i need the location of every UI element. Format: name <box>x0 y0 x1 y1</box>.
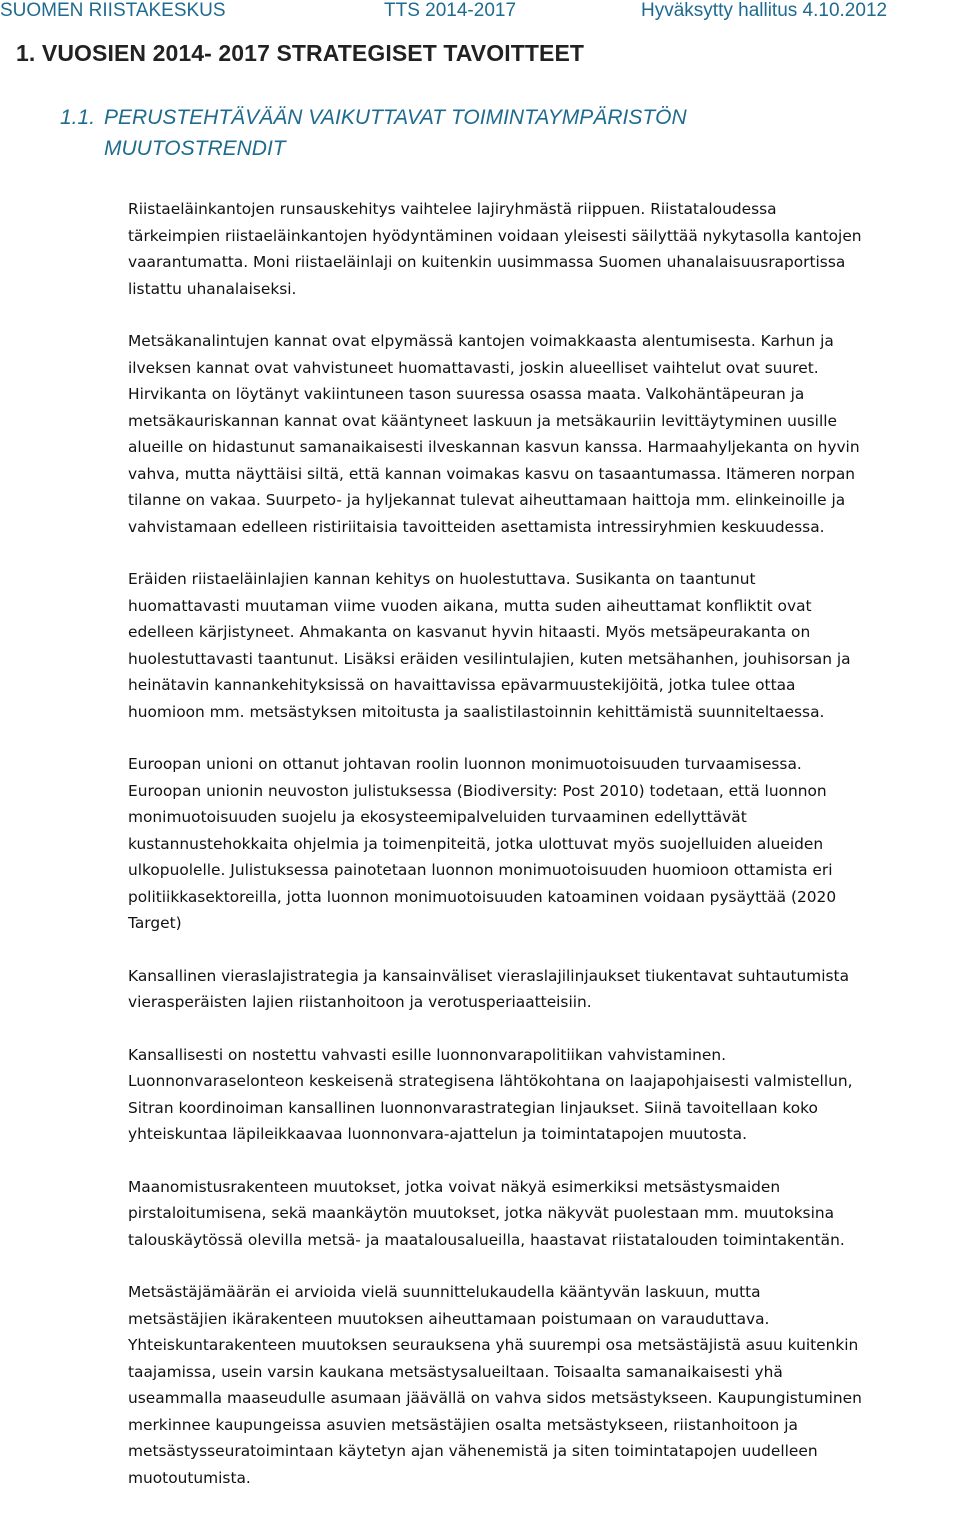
paragraph-line: Maanomistusrakenteen muutokset, jotka voivat näkyä esimerkiksi metsästysmaiden <box>128 1177 781 1196</box>
paragraph-line: Luonnonvaraselonteon keskeisenä strategisena lähtökohtana on laajapohjaisesti valmistellun, <box>128 1072 853 1090</box>
paragraph-line: Sitran koordinoiman kansallinen luonnonvarastrategian linjaukset. Siinä tavoitellaan koko <box>128 1098 818 1117</box>
paragraph-line: Metsäkanalintujen kannat ovat elpymässä kantojen voimakkaasta alentumisesta. Karhun ja <box>128 332 834 350</box>
section-heading: 1. VUOSIEN 2014- 2017 STRATEGISET TAVOITTEET <box>16 40 585 66</box>
paragraph-line: vierasperäisten lajien riistanhoitoon ja verotusperiaatteisiin. <box>128 993 592 1011</box>
subsection-number: 1.1. <box>60 106 96 129</box>
paragraph-line: heinätavin kannankehityksissä on havaittavissa epävarmuustekijöitä, jotka tulee ottaa <box>128 676 796 694</box>
body-text <box>128 196 960 1517</box>
paragraph-line: Yhteiskuntarakenteen muutoksen seurauksena yhä suurempi osa metsästäjistä asuu kuitenkin <box>128 1336 859 1354</box>
paragraph-line: vahvistamaan edelleen ristiriitaisia tavoitteiden asettamista intressiryhmien keskuudessa. <box>128 517 825 536</box>
paragraph <box>128 1174 960 1254</box>
paragraph-line: Euroopan unionin neuvoston julistuksessa (Biodiversity: Post 2010) todetaan, että luonnon <box>128 781 827 800</box>
paragraph <box>128 566 960 725</box>
paragraph-line: taajamissa, usein varsin kaukana metsästysalueiltaan. Toisaalta samanaikaisesti yhä <box>128 1362 783 1381</box>
paragraph-line: edelleen kärjistyneet. Ahmakanta on kasvanut hyvin hitaasti. Myös metsäpeurakanta on <box>128 623 811 641</box>
paragraph-line: Kansallisesti on nostettu vahvasti esille luonnonvarapolitiikan vahvistaminen. <box>128 1045 726 1064</box>
header-organization: SUOMEN RIISTAKESKUS <box>0 0 226 21</box>
paragraph <box>128 751 960 937</box>
paragraph-line: monimuotoisuuden suojelu ja ekosysteemipalveluiden turvaaminen edellyttävät <box>128 808 747 826</box>
header-period: TTS 2014-2017 <box>384 0 517 21</box>
paragraph-line: Euroopan unioni on ottanut johtavan roolin luonnon monimuotoisuuden turvaamisessa. <box>128 755 802 773</box>
paragraph-line: metsästäjien ikärakenteen muutoksen aiheuttamaan poistumaan on varauduttava. <box>128 1309 770 1328</box>
paragraph-line: kustannustehokkaita ohjelmia ja toimenpiteitä, jotka ulottuvat myös suojelluiden alueiden <box>128 834 824 853</box>
paragraph-line: ulkopuolelle. Julistuksessa painotetaan luonnon monimuotoisuuden huomioon ottamista eri <box>128 861 833 879</box>
paragraph-line: talouskäytössä olevilla metsä- ja maatalousalueilla, haastavat riistatalouden toimintakentän. <box>128 1230 845 1249</box>
paragraph-line: yhteiskuntaa läpileikkaavaa luonnonvara-ajattelun ja toimintatapojen muutosta. <box>128 1125 747 1143</box>
paragraph-line: pirstaloitumisena, sekä maankäytön muutokset, jotka näkyvät puolestaan mm. muutoksina <box>128 1204 835 1222</box>
paragraph-line: metsäkauriskannan kannat ovat kääntyneet laskuun ja metsäkauriin levittäytyminen uusille <box>128 411 837 430</box>
paragraph-line: huolestuttavasti taantunut. Lisäksi eräiden vesilintulajien, kuten metsähanhen, jouhisorsan ja <box>128 649 851 668</box>
paragraph-line: Eräiden riistaeläinlajien kannan kehitys on huolestuttava. Susikanta on taantunut <box>128 570 756 588</box>
paragraph <box>128 328 960 540</box>
paragraph-line: Hirvikanta on löytänyt vakiintuneen tason suuressa osassa maata. Valkohäntäpeuran ja <box>128 385 805 403</box>
paragraph-line: ilveksen kannat ovat vahvistuneet huomattavasti, joskin alueelliset vaihtelut ovat suuret. <box>128 358 819 377</box>
paragraph-line: merkinnee kaupungeissa asuvien metsästäjien osalta metsästykseen, riistanhoitoon ja <box>128 1415 798 1434</box>
paragraph <box>128 196 960 302</box>
paragraph-line: metsästysseuratoimintaan käytetyn ajan vähenemistä ja siten toimintatapojen uudelleen <box>128 1442 818 1460</box>
paragraph-line: muotoutumista. <box>128 1468 251 1487</box>
header-approval: Hyväksytty hallitus 4.10.2012 <box>641 0 888 21</box>
paragraph-line: huomioon mm. metsästyksen mitoitusta ja saalistilastoinnin kehittämistä suunniteltaessa. <box>128 702 825 721</box>
paragraph-line: huomattavasti muutaman viime vuoden aikana, mutta suden aiheuttamat konfliktit ovat <box>128 596 812 615</box>
paragraph-line: listattu uhanalaiseksi. <box>128 279 297 298</box>
paragraph-line: vaarantumatta. Moni riistaeläinlaji on kuitenkin uusimmassa Suomen uhanalaisuusraportissa <box>128 253 846 271</box>
paragraph-line: Target) <box>128 914 182 932</box>
paragraph <box>128 1279 960 1491</box>
subsection-heading <box>60 102 820 164</box>
subsection-title-line-2: MUUTOSTRENDIT <box>104 137 286 160</box>
paragraph-line: Metsästäjämäärän ei arvioida vielä suunnittelukaudella kääntyvän laskuun, mutta <box>128 1283 761 1301</box>
paragraph-line: Kansallinen vieraslajistrategia ja kansainväliset vieraslajilinjaukset tiukentavat suhtautumista <box>128 966 849 985</box>
page-header <box>0 0 960 26</box>
paragraph-line: tilanne on vakaa. Suurpeto- ja hyljekannat tulevat aiheuttamaan haittoja mm. elinkeinoille ja <box>128 491 846 509</box>
paragraph <box>128 963 960 1016</box>
paragraph-line: alueille on hidastunut samanaikaisesti ilveskannan kasvun kanssa. Harmaahyljekanta on hyvin <box>128 438 860 456</box>
subsection-title-line-1: PERUSTEHTÄVÄÄN VAIKUTTAVAT TOIMINTAYMPÄRISTÖN <box>104 106 687 129</box>
paragraph-line: Riistaeläinkantojen runsauskehitys vaihtelee lajiryhmästä riippuen. Riistataloudessa <box>128 200 777 218</box>
paragraph-line: vahva, mutta näyttäisi siltä, että kannan voimakas kasvu on tasaantumassa. Itämeren norpan <box>128 464 856 483</box>
paragraph-line: politiikkasektoreilla, jotta luonnon monimuotoisuuden katoaminen voidaan pysäyttää (2020 <box>128 887 837 906</box>
paragraph-line: tärkeimpien riistaeläinkantojen hyödyntäminen voidaan yleisesti säilyttää nykytasolla kantojen <box>128 226 862 245</box>
paragraph-line: useammalla maaseudulle asumaan jäävällä on vahva sidos metsästykseen. Kaupungistuminen <box>128 1389 862 1407</box>
paragraph <box>128 1042 960 1148</box>
